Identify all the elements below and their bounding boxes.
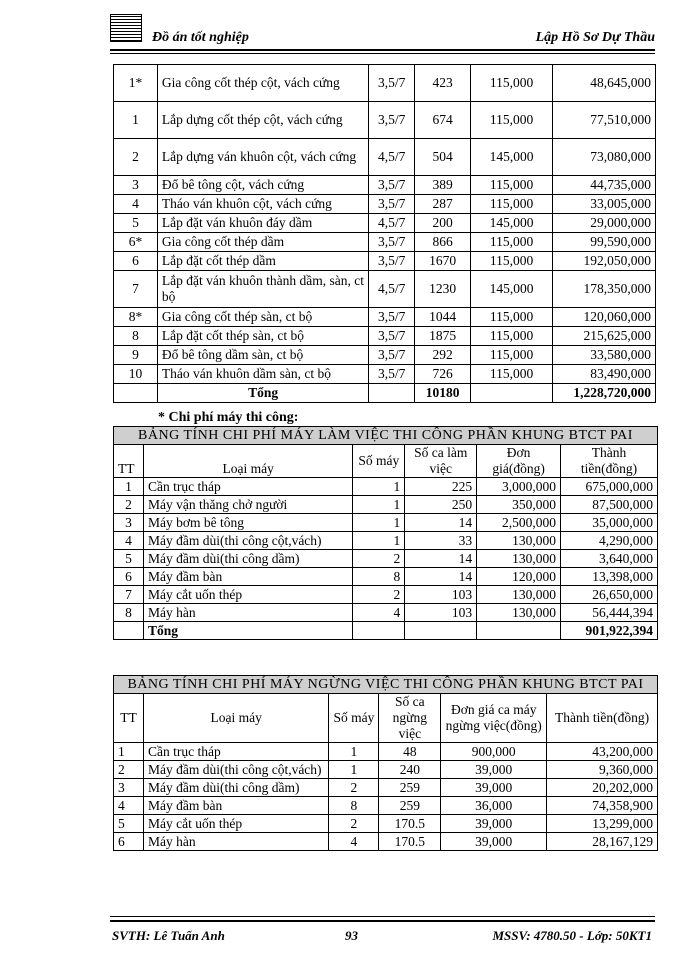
table-cell: 1: [114, 743, 144, 761]
table-row: [114, 233, 656, 252]
table-cell: 674: [415, 102, 471, 139]
table-cell: 115,000: [471, 195, 553, 214]
table-cell: 8: [114, 604, 144, 622]
table-cell: 130,000: [477, 532, 561, 550]
table-cell: 3,5/7: [369, 346, 415, 365]
table-cell: 4: [114, 797, 144, 815]
table-cell: 200: [415, 214, 471, 233]
table-cell: 178,350,000: [553, 271, 656, 308]
table-cell: 2: [353, 550, 405, 568]
table-cell: 1: [353, 496, 405, 514]
table-cell: 130,000: [477, 604, 561, 622]
table-cell: 115,000: [471, 252, 553, 271]
table-cell: 2,500,000: [477, 514, 561, 532]
table-cell: 900,000: [441, 743, 547, 761]
column-header: TT: [114, 694, 144, 743]
table-row: [114, 604, 658, 622]
table-cell: 39,000: [441, 761, 547, 779]
column-header: Số ca làm việc: [405, 445, 477, 478]
table-cell: 35,000,000: [561, 514, 658, 532]
table-cell: Máy hàn: [143, 833, 328, 851]
table-cell: 7: [114, 586, 144, 604]
footer-divider: [110, 920, 655, 922]
table-cell: 170.5: [379, 815, 441, 833]
table-cell: 77,510,000: [553, 102, 656, 139]
table-cell: Máy vận thăng chở người: [143, 496, 352, 514]
table-cell: 6*: [114, 233, 158, 252]
table-title: BẢNG TÍNH CHI PHÍ MÁY NGỪNG VIỆC THI CÔNG PHẦN KHUNG BTCT PAI: [114, 676, 658, 694]
table-cell: Lắp đặt ván khuôn thành dầm, sàn, ct bộ: [157, 271, 368, 308]
table-title: BẢNG TÍNH CHI PHÍ MÁY LÀM VIỆC THI CÔNG PHẦN KHUNG BTCT PAI: [114, 427, 658, 445]
column-header: Số máy: [353, 445, 405, 478]
table-cell: 3,5/7: [369, 176, 415, 195]
table-cell: 259: [379, 779, 441, 797]
table-cell: 6: [114, 568, 144, 586]
table-cell: Máy đầm bàn: [143, 797, 328, 815]
table-cell: 250: [405, 496, 477, 514]
table-row: [114, 514, 658, 532]
table-cell: 3,000,000: [477, 478, 561, 496]
table-cell: 3,640,000: [561, 550, 658, 568]
table-cell: 6: [114, 252, 158, 271]
table-cell: 74,358,900: [547, 797, 658, 815]
table-cell: 4,5/7: [369, 271, 415, 308]
table-cell: Tháo ván khuôn cột, vách cứng: [157, 195, 368, 214]
total-amount: 901,922,394: [561, 622, 658, 640]
table-cell: 56,444,394: [561, 604, 658, 622]
table-cell: Máy đầm dùi(thi công cột,vách): [143, 761, 328, 779]
table-cell: 44,735,000: [553, 176, 656, 195]
table-cell: 115,000: [471, 327, 553, 346]
table-cell: Gia công cốt thép dầm: [157, 233, 368, 252]
table-cell: 14: [405, 568, 477, 586]
table-cell: 389: [415, 176, 471, 195]
footer-divider-thin: [110, 916, 655, 917]
table-row: [114, 568, 658, 586]
table-row: [114, 195, 656, 214]
table-cell: Lắp đặt cốt thép sàn, ct bộ: [157, 327, 368, 346]
table-cell: Máy đầm bàn: [143, 568, 352, 586]
table-cell: 43,200,000: [547, 743, 658, 761]
table-cell: 2: [114, 496, 144, 514]
table-cell: 3: [114, 779, 144, 797]
table-cell: 120,000: [477, 568, 561, 586]
table-cell: 103: [405, 586, 477, 604]
table-cell: 39,000: [441, 833, 547, 851]
table-cell: 33,005,000: [553, 195, 656, 214]
column-header: Đơn giá ca máy ngừng việc(đồng): [441, 694, 547, 743]
table-cell: 2: [329, 779, 379, 797]
table-cell: 1875: [415, 327, 471, 346]
table-cell: 3,5/7: [369, 308, 415, 327]
table-cell: 3: [114, 514, 144, 532]
table-cell: 3,5/7: [369, 65, 415, 102]
table-row: [114, 176, 656, 195]
page-header: [110, 14, 655, 50]
table-cell: 2: [114, 761, 144, 779]
table-cell: 1: [329, 743, 379, 761]
table-cell: 292: [415, 346, 471, 365]
table-cell: 504: [415, 139, 471, 176]
table-cell: 192,050,000: [553, 252, 656, 271]
table-cell: 115,000: [471, 233, 553, 252]
page-number: 93: [345, 928, 358, 943]
table-row: [114, 586, 658, 604]
table-cell: Máy đầm dùi(thi công dầm): [143, 779, 328, 797]
table-cell: 29,000,000: [553, 214, 656, 233]
table-cell: Đổ bê tông dầm sàn, ct bộ: [157, 346, 368, 365]
table-row: [114, 815, 658, 833]
table-row: [114, 214, 656, 233]
table-cell: 1: [329, 761, 379, 779]
table-cell: 1670: [415, 252, 471, 271]
table-row: [114, 478, 658, 496]
table-cell: 8*: [114, 308, 158, 327]
table-cell: Cần trục tháp: [143, 743, 328, 761]
table-cell: Gia công cốt thép cột, vách cứng: [157, 65, 368, 102]
table-cell: 866: [415, 233, 471, 252]
table-row: [114, 550, 658, 568]
machine-idle-cost-table: [113, 675, 658, 851]
table-cell: 215,625,000: [553, 327, 656, 346]
table-cell: 115,000: [471, 176, 553, 195]
table-cell: 4: [353, 604, 405, 622]
table-cell: Đổ bê tông cột, vách cứng: [157, 176, 368, 195]
column-header: Đơn giá(đồng): [477, 445, 561, 478]
table-cell: 130,000: [477, 550, 561, 568]
table-cell: 39,000: [441, 815, 547, 833]
table-cell: 4,5/7: [369, 139, 415, 176]
table-cell: 240: [379, 761, 441, 779]
table-cell: 170.5: [379, 833, 441, 851]
table-cell: 33: [405, 532, 477, 550]
table-cell: 115,000: [471, 65, 553, 102]
table-cell: Lắp đặt cốt thép dầm: [157, 252, 368, 271]
column-header: Số ca ngừng việc: [379, 694, 441, 743]
table-cell: 5: [114, 214, 158, 233]
table-row: [114, 797, 658, 815]
table-cell: 8: [329, 797, 379, 815]
table-cell: Máy đầm dùi(thi công dầm): [143, 550, 352, 568]
table-cell: 130,000: [477, 586, 561, 604]
table-cell: 8: [114, 327, 158, 346]
table-header-row: [114, 694, 658, 743]
table-cell: 10: [114, 365, 158, 384]
column-header: Thành tiền(đồng): [561, 445, 658, 478]
table-cell: 423: [415, 65, 471, 102]
table-cell: 1: [353, 532, 405, 550]
table-cell: 1: [353, 514, 405, 532]
table-cell: 3,5/7: [369, 195, 415, 214]
table-cell: 5: [114, 815, 144, 833]
column-header: Số máy: [329, 694, 379, 743]
table-cell: 350,000: [477, 496, 561, 514]
table-cell: 3,5/7: [369, 233, 415, 252]
column-header: Loại máy: [143, 694, 328, 743]
table-cell: Tháo ván khuôn dầm sàn, ct bộ: [157, 365, 368, 384]
table-row: [114, 327, 656, 346]
labor-cost-table: [113, 64, 656, 403]
total-quantity: 10180: [415, 384, 471, 403]
table-cell: 14: [405, 514, 477, 532]
table-cell: 28,167,129: [547, 833, 658, 851]
table-cell: Lắp dựng cốt thép cột, vách cứng: [157, 102, 368, 139]
table-cell: 259: [379, 797, 441, 815]
table-cell: 4: [114, 532, 144, 550]
table-row: [114, 139, 656, 176]
table-cell: 1: [114, 102, 158, 139]
total-label: Tổng: [157, 384, 368, 403]
table-cell: 5: [114, 550, 144, 568]
header-right-title: Lập Hồ Sơ Dự Thầu: [535, 30, 655, 45]
table-row: [114, 102, 656, 139]
table-cell: 1230: [415, 271, 471, 308]
table-cell: 145,000: [471, 271, 553, 308]
machine-working-cost-table: [113, 426, 658, 640]
table-row: [114, 833, 658, 851]
table-cell: 726: [415, 365, 471, 384]
table-cell: Máy cắt uốn thép: [143, 815, 328, 833]
table-cell: 145,000: [471, 139, 553, 176]
table-cell: 48: [379, 743, 441, 761]
table-cell: 115,000: [471, 102, 553, 139]
table-cell: 7: [114, 271, 158, 308]
table-cell: 145,000: [471, 214, 553, 233]
footer-author: SVTH: Lê Tuấn Anh: [112, 928, 225, 943]
table-cell: 13,299,000: [547, 815, 658, 833]
table-row: [114, 346, 656, 365]
table-row: [114, 532, 658, 550]
table-cell: 4,290,000: [561, 532, 658, 550]
header-left-title: Đồ án tốt nghiệp: [152, 30, 249, 45]
table-cell: Máy cắt uốn thép: [143, 586, 352, 604]
table-cell: 87,500,000: [561, 496, 658, 514]
table-cell: 9,360,000: [547, 761, 658, 779]
column-header: Loại máy: [143, 445, 352, 478]
table-cell: 120,060,000: [553, 308, 656, 327]
table-cell: 4: [114, 195, 158, 214]
table-cell: 33,580,000: [553, 346, 656, 365]
table-cell: 99,590,000: [553, 233, 656, 252]
table-cell: 48,645,000: [553, 65, 656, 102]
table-cell: Gia công cốt thép sàn, ct bộ: [157, 308, 368, 327]
table-cell: 8: [353, 568, 405, 586]
table-cell: 20,202,000: [547, 779, 658, 797]
table-header-row: [114, 445, 658, 478]
table-cell: Máy bơm bê tông: [143, 514, 352, 532]
table-cell: 2: [353, 586, 405, 604]
table-cell: 36,000: [441, 797, 547, 815]
column-header: TT: [114, 445, 144, 478]
table-cell: 1: [353, 478, 405, 496]
table-cell: 73,080,000: [553, 139, 656, 176]
table-row: [114, 65, 656, 102]
table-cell: 115,000: [471, 346, 553, 365]
header-divider: [110, 49, 655, 51]
table-cell: 6: [114, 833, 144, 851]
table-row: [114, 496, 658, 514]
table-cell: 2: [114, 139, 158, 176]
table-row: [114, 365, 656, 384]
table-cell: 675,000,000: [561, 478, 658, 496]
table-total-row: [114, 622, 658, 640]
table-cell: Lắp dựng ván khuôn cột, vách cứng: [157, 139, 368, 176]
table-row: [114, 779, 658, 797]
table-cell: 2: [329, 815, 379, 833]
table-cell: 83,490,000: [553, 365, 656, 384]
table-cell: 225: [405, 478, 477, 496]
table-cell: 3,5/7: [369, 252, 415, 271]
table-total-row: [114, 384, 656, 403]
table-cell: 14: [405, 550, 477, 568]
table-cell: 1*: [114, 65, 158, 102]
table-cell: 287: [415, 195, 471, 214]
total-amount: 1,228,720,000: [553, 384, 656, 403]
table-cell: 1: [114, 478, 144, 496]
university-logo-icon: [110, 14, 142, 42]
table-row: [114, 743, 658, 761]
header-divider-thin: [110, 53, 655, 54]
table-row: [114, 761, 658, 779]
table-cell: 115,000: [471, 308, 553, 327]
table-cell: 3: [114, 176, 158, 195]
table-cell: 1044: [415, 308, 471, 327]
table-cell: Lắp đặt ván khuôn đáy dầm: [157, 214, 368, 233]
table-row: [114, 271, 656, 308]
table-cell: 26,650,000: [561, 586, 658, 604]
table-cell: 3,5/7: [369, 365, 415, 384]
column-header: Thành tiền(đồng): [547, 694, 658, 743]
table-cell: 13,398,000: [561, 568, 658, 586]
table-cell: Máy đầm dùi(thi công cột,vách): [143, 532, 352, 550]
table-cell: 103: [405, 604, 477, 622]
table-cell: 3,5/7: [369, 327, 415, 346]
table-cell: 9: [114, 346, 158, 365]
table-cell: 3,5/7: [369, 102, 415, 139]
table-cell: 39,000: [441, 779, 547, 797]
table-row: [114, 308, 656, 327]
table-cell: Máy hàn: [143, 604, 352, 622]
table-cell: 4: [329, 833, 379, 851]
table-row: [114, 252, 656, 271]
total-label: Tổng: [143, 622, 352, 640]
section-title: * Chi phí máy thi công:: [158, 410, 299, 425]
footer-student-id: MSSV: 4780.50 - Lớp: 50KT1: [492, 928, 652, 943]
table-cell: 4,5/7: [369, 214, 415, 233]
table-cell: Cần trục tháp: [143, 478, 352, 496]
table-cell: 115,000: [471, 365, 553, 384]
